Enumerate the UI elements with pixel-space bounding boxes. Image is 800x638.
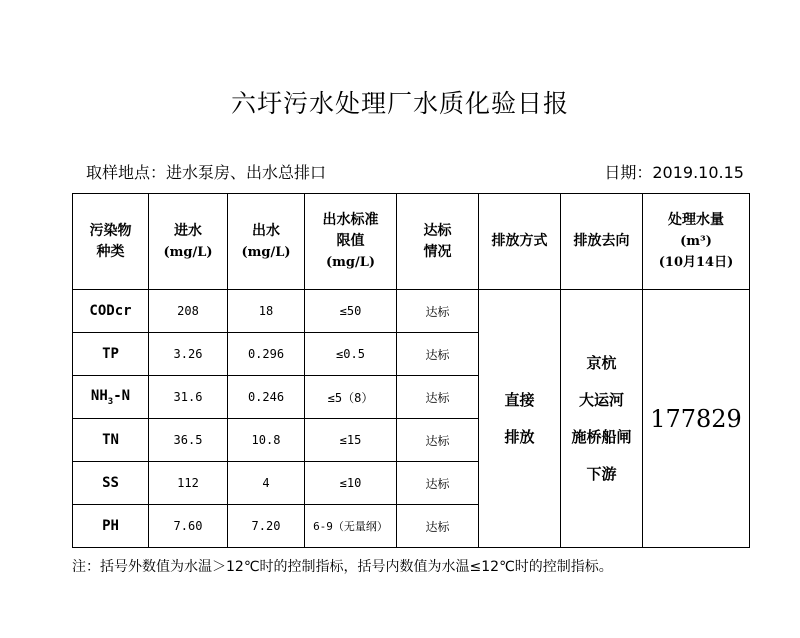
pollutant-name: $NH_3-N$ [73,376,149,419]
limit-value: ≤5（8） [305,376,397,419]
influent-value: 3.26 [149,333,228,376]
header-pollutant: 污染物 种类 [73,194,149,290]
footnote: 注：括号外数值为水温＞12℃时的控制指标，括号内数值为水温≤12℃时的控制指标。 [72,559,613,575]
influent-value: 7.60 [149,505,228,548]
volume-value: 177829 [643,290,750,548]
influent-value: 36.5 [149,419,228,462]
header-effluent: 出水 (mg/L) [228,194,305,290]
status-value: 达标 [397,290,479,333]
header-compliance: 达标 情况 [397,194,479,290]
sampling-location: 取样地点：进水泵房、出水总排口 [86,163,327,182]
status-value: 达标 [397,505,479,548]
effluent-value: 10.8 [228,419,305,462]
effluent-value: 7.20 [228,505,305,548]
pollutant-name: PH [73,505,149,548]
discharge-destination-cell: 京杭 大运河 施桥船闸 下游 [561,290,643,548]
report-title: 六圩污水处理厂水质化验日报 [230,89,569,118]
limit-value: ≤15 [305,419,397,462]
status-value: 达标 [397,462,479,505]
influent-value: 208 [149,290,228,333]
header-limit: 出水标准 限值 (mg/L) [305,194,397,290]
water-quality-table [72,193,750,548]
status-value: 达标 [397,376,479,419]
limit-value: ≤50 [305,290,397,333]
header-influent: 进水 (mg/L) [149,194,228,290]
status-value: 达标 [397,333,479,376]
limit-value: 6-9（无量纲） [305,505,397,548]
pollutant-name: CODcr [73,290,149,333]
effluent-value: 0.246 [228,376,305,419]
effluent-value: 4 [228,462,305,505]
report-date: 日期：2019.10.15 [604,163,744,182]
header-discharge-method: 排放方式 [479,194,561,290]
limit-value: ≤10 [305,462,397,505]
header-discharge-destination: 排放去向 [561,194,643,290]
discharge-method-cell: 直接 排放 [479,290,561,548]
header-volume: 处理水量 (m³) (10月14日) [643,194,750,290]
header-row [73,194,750,290]
effluent-value: 0.296 [228,333,305,376]
influent-value: 112 [149,462,228,505]
influent-value: 31.6 [149,376,228,419]
table-row [73,290,750,333]
pollutant-name: TP [73,333,149,376]
effluent-value: 18 [228,290,305,333]
limit-value: ≤0.5 [305,333,397,376]
pollutant-name: SS [73,462,149,505]
pollutant-name: TN [73,419,149,462]
status-value: 达标 [397,419,479,462]
